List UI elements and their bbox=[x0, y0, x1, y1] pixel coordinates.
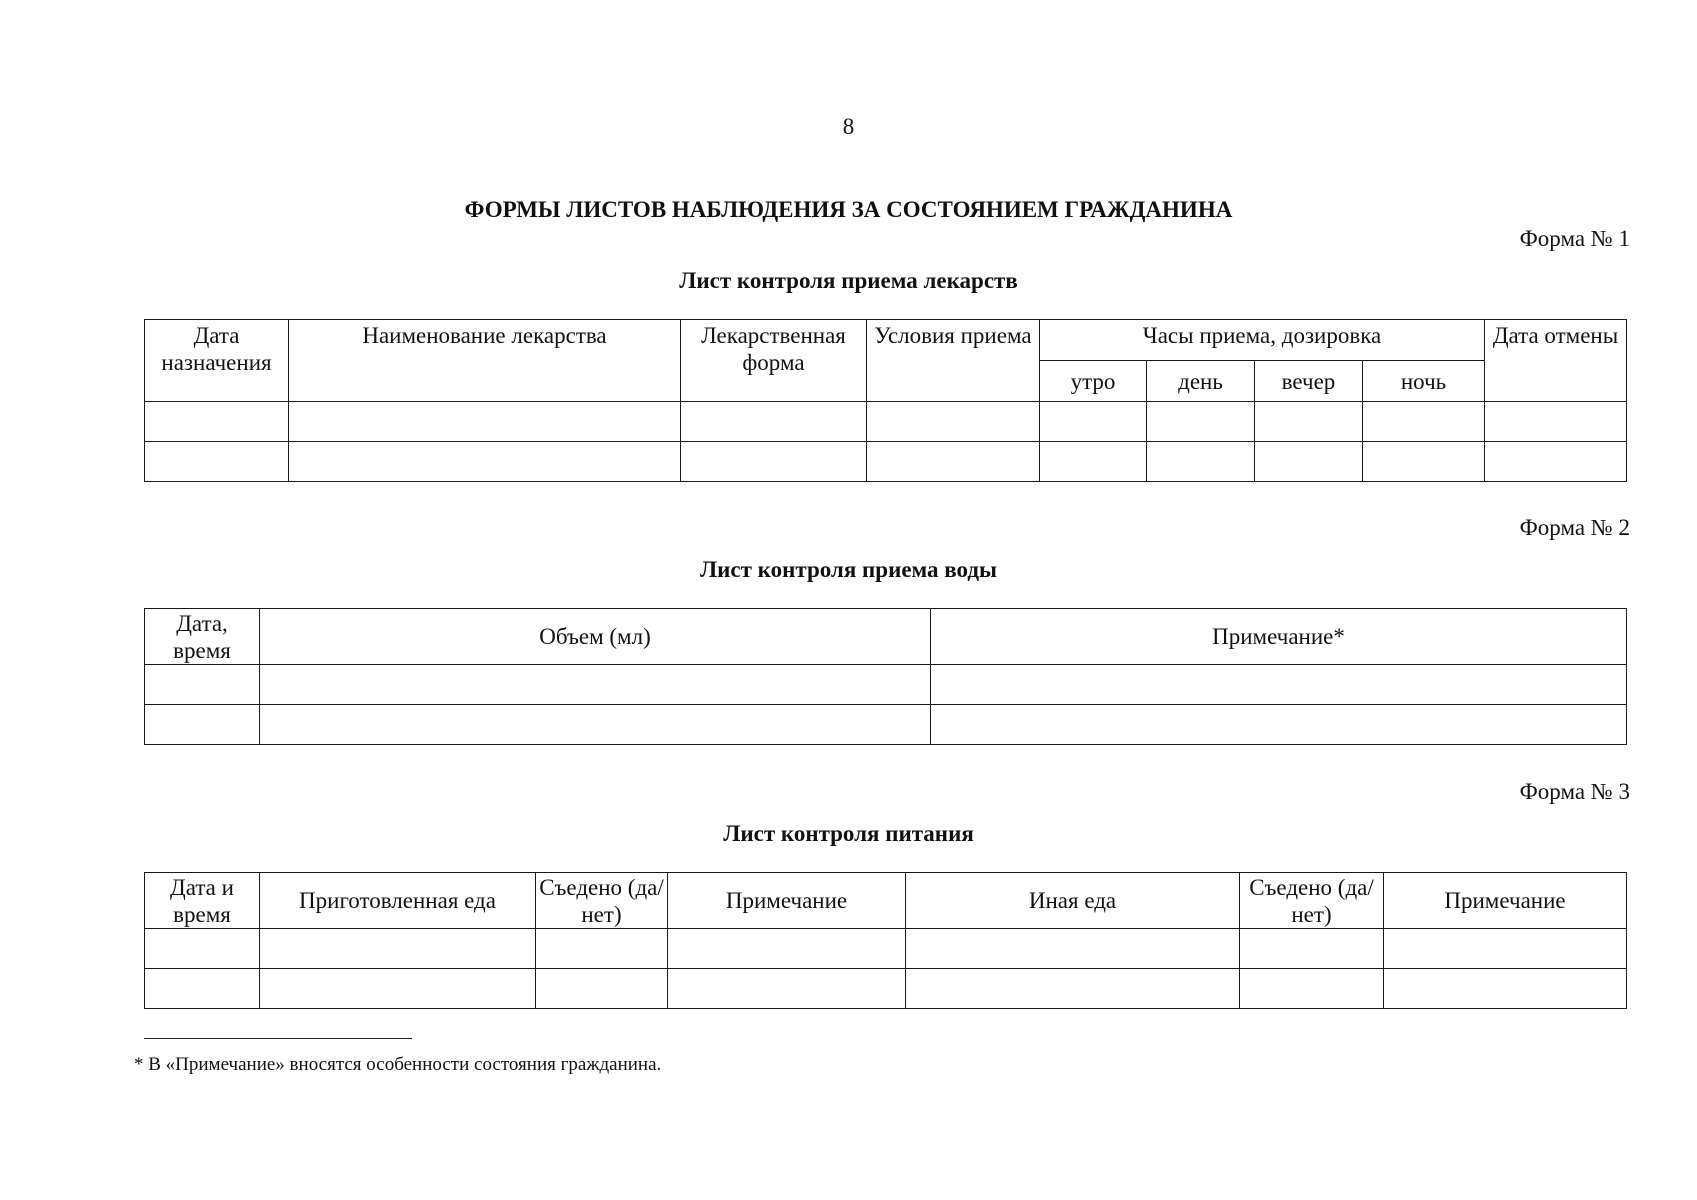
form2-title: Лист контроля приема воды bbox=[700, 557, 997, 582]
table-cell[interactable] bbox=[931, 665, 1627, 705]
table-cell[interactable] bbox=[1147, 402, 1255, 442]
table-cell[interactable] bbox=[931, 705, 1627, 745]
table-cell[interactable] bbox=[1040, 402, 1147, 442]
table-cell[interactable] bbox=[1255, 442, 1363, 482]
water-control-table bbox=[144, 608, 1627, 745]
form1-title: Лист контроля приема лекарств bbox=[679, 268, 1018, 293]
table-row bbox=[145, 929, 1627, 969]
form1-label: Форма № 1 bbox=[1519, 226, 1630, 251]
table-cell[interactable] bbox=[536, 969, 668, 1009]
table-cell[interactable] bbox=[145, 402, 289, 442]
table-row bbox=[145, 969, 1627, 1009]
table-cell[interactable] bbox=[260, 665, 931, 705]
table-cell[interactable] bbox=[289, 402, 681, 442]
table-cell[interactable] bbox=[668, 929, 906, 969]
header-hours-dosage: Часы приема, дозировка bbox=[1040, 320, 1485, 361]
table-cell[interactable] bbox=[1363, 402, 1485, 442]
table-cell[interactable] bbox=[1040, 442, 1147, 482]
table-row bbox=[145, 442, 1627, 482]
table-cell[interactable] bbox=[1255, 402, 1363, 442]
header-day: день bbox=[1147, 361, 1255, 402]
table-cell[interactable] bbox=[145, 442, 289, 482]
header-datetime: Дата и время bbox=[145, 873, 260, 929]
table-cell[interactable] bbox=[1384, 969, 1627, 1009]
footnote-divider bbox=[144, 1038, 412, 1039]
table-row bbox=[145, 705, 1627, 745]
table-cell[interactable] bbox=[681, 402, 867, 442]
table-cell[interactable] bbox=[536, 929, 668, 969]
document-title: ФОРМЫ ЛИСТОВ НАБЛЮДЕНИЯ ЗА СОСТОЯНИЕМ ГРАЖДАНИНА bbox=[464, 197, 1233, 222]
header-note-other: Примечание bbox=[1384, 873, 1627, 929]
header-note: Примечание* bbox=[931, 609, 1627, 665]
table-cell[interactable] bbox=[145, 665, 260, 705]
table-cell[interactable] bbox=[260, 929, 536, 969]
page-number: 8 bbox=[842, 114, 855, 139]
header-night: ночь bbox=[1363, 361, 1485, 402]
header-dosage-form: Лекарственная форма bbox=[681, 320, 867, 402]
header-other-food: Иная еда bbox=[906, 873, 1240, 929]
table-cell[interactable] bbox=[145, 929, 260, 969]
nutrition-control-table bbox=[144, 872, 1627, 1009]
table-cell[interactable] bbox=[1147, 442, 1255, 482]
table-cell[interactable] bbox=[1485, 402, 1627, 442]
form2-label: Форма № 2 bbox=[1519, 515, 1630, 540]
table-cell[interactable] bbox=[906, 929, 1240, 969]
header-eaten-other: Съедено (да/нет) bbox=[1240, 873, 1384, 929]
table-cell[interactable] bbox=[867, 402, 1040, 442]
header-eaten: Съедено (да/нет) bbox=[536, 873, 668, 929]
header-conditions: Условия приема bbox=[867, 320, 1040, 402]
table-cell[interactable] bbox=[1384, 929, 1627, 969]
table-cell[interactable] bbox=[260, 969, 536, 1009]
table-row bbox=[145, 402, 1627, 442]
header-note: Примечание bbox=[668, 873, 906, 929]
header-drug-name: Наименование лекарства bbox=[289, 320, 681, 402]
table-cell[interactable] bbox=[906, 969, 1240, 1009]
header-date-cancelled: Дата отмены bbox=[1485, 320, 1627, 402]
table-cell[interactable] bbox=[1363, 442, 1485, 482]
header-cooked-food: Приготовленная еда bbox=[260, 873, 536, 929]
table-cell[interactable] bbox=[1240, 929, 1384, 969]
table-cell[interactable] bbox=[145, 969, 260, 1009]
header-volume: Объем (мл) bbox=[260, 609, 931, 665]
header-evening: вечер bbox=[1255, 361, 1363, 402]
table-row bbox=[145, 665, 1627, 705]
header-datetime: Дата, время bbox=[145, 609, 260, 665]
table-cell[interactable] bbox=[145, 705, 260, 745]
header-date-assigned: Дата назначения bbox=[145, 320, 289, 402]
table-cell[interactable] bbox=[1485, 442, 1627, 482]
header-morning: утро bbox=[1040, 361, 1147, 402]
form3-title: Лист контроля питания bbox=[723, 821, 974, 846]
medication-control-table bbox=[144, 319, 1627, 482]
table-cell[interactable] bbox=[867, 442, 1040, 482]
table-cell[interactable] bbox=[260, 705, 931, 745]
footnote: * В «Примечание» вносятся особенности состояния гражданина. bbox=[134, 1054, 662, 1075]
table-cell[interactable] bbox=[681, 442, 867, 482]
form3-label: Форма № 3 bbox=[1519, 779, 1630, 804]
table-cell[interactable] bbox=[289, 442, 681, 482]
table-cell[interactable] bbox=[1240, 969, 1384, 1009]
table-cell[interactable] bbox=[668, 969, 906, 1009]
